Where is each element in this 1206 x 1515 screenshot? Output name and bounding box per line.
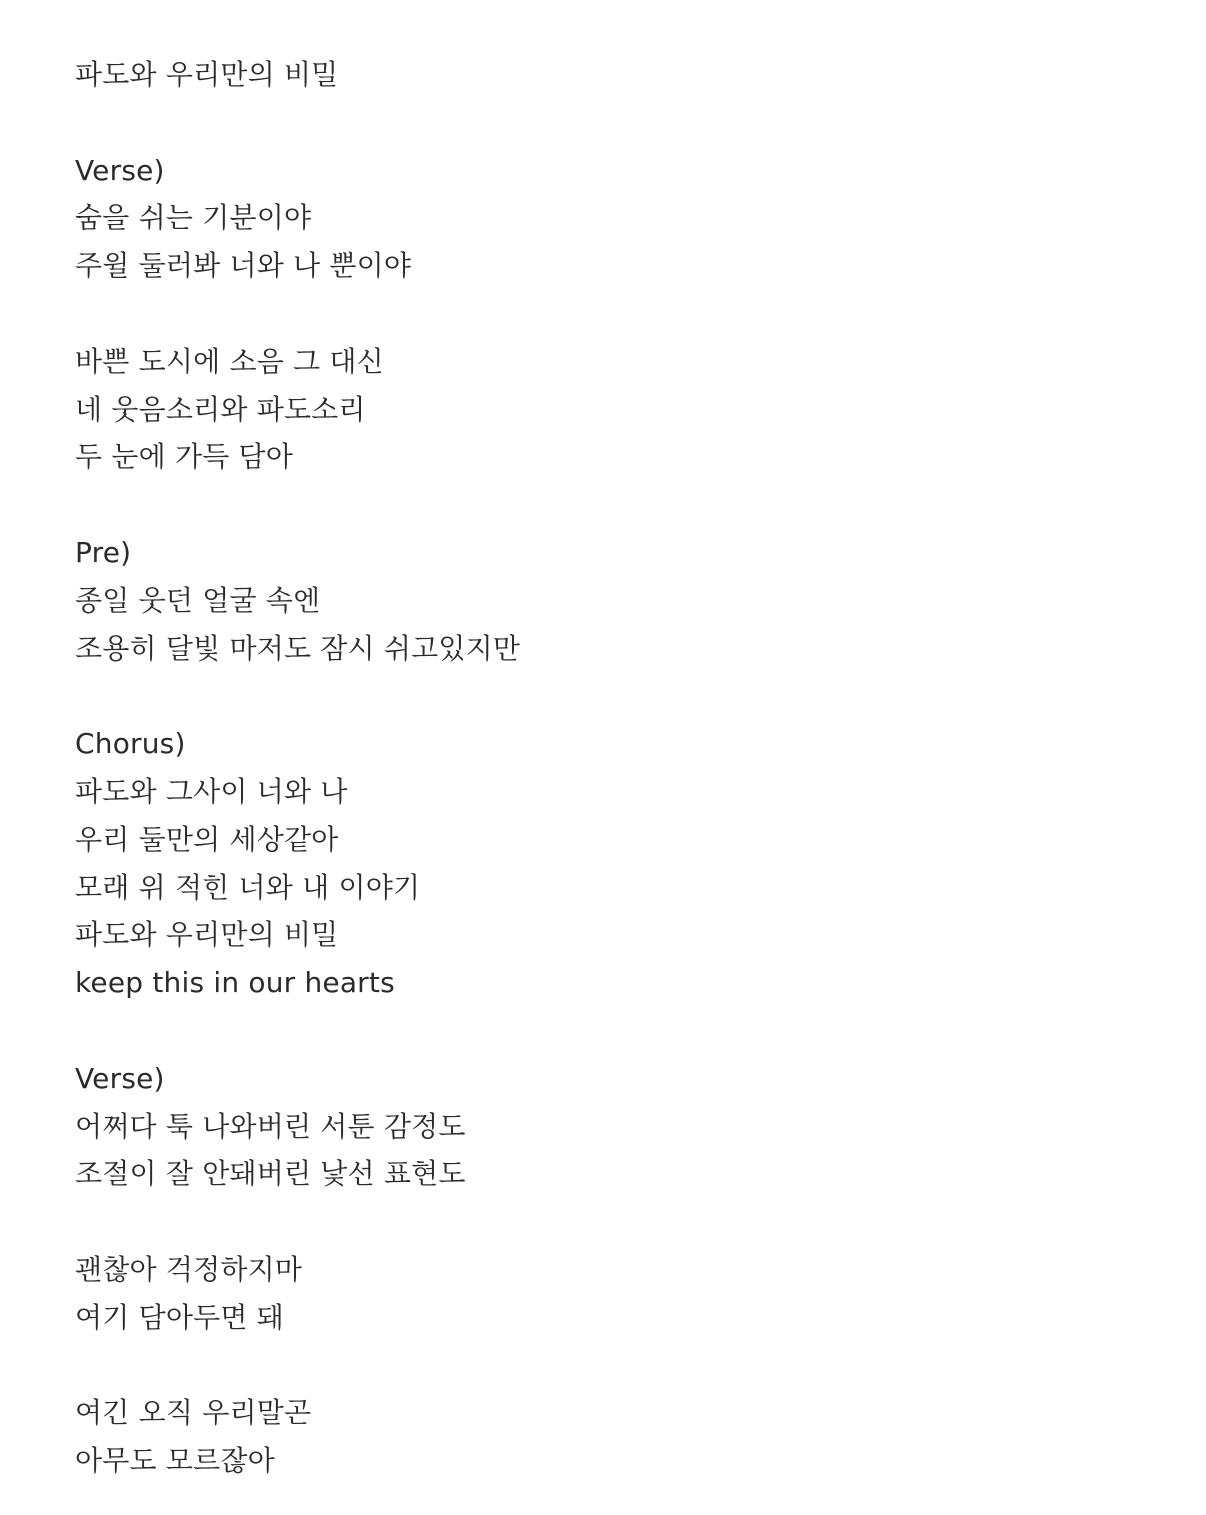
lyric-line: 여긴 오직 우리말곤 [75,1396,312,1430]
lyric-line: 파도와 우리만의 비밀 [75,918,339,952]
section-header-pre: Pre) [75,535,132,569]
spacer [75,1198,1155,1246]
spacer [75,1007,1155,1055]
lyric-line: 파도와 그사이 너와 나 [75,774,348,808]
lyric-line: 괜찮아 걱정하지마 [75,1252,303,1286]
lyric-line: 우리 둘만의 세상같아 [75,822,339,856]
lyric-line: 바쁜 도시에 소음 그 대신 [75,344,384,378]
section-header-verse: Verse) [75,153,165,187]
lyric-line: 조용히 달빛 마저도 잠시 쉬고있지만 [75,631,521,665]
lyric-line: 어쩌다 툭 나와버린 서툰 감정도 [75,1109,466,1143]
lyric-line: 네 웃음소리와 파도소리 [75,392,366,426]
section-header-chorus: Chorus) [75,727,186,761]
spacer [75,481,1155,529]
lyric-line: 주윌 둘러봐 너와 나 뿐이야 [75,249,412,283]
spacer [75,672,1155,720]
lyric-line: 조절이 잘 안돼버린 낯선 표현도 [75,1157,466,1191]
spacer [75,99,1155,147]
section-header-verse: Verse) [75,1061,165,1095]
lyric-line: 종일 웃던 얼굴 속엔 [75,583,321,617]
lyric-line: 숨을 쉬는 기분이야 [75,201,312,235]
lyric-line: 모래 위 적힌 너와 내 이야기 [75,870,421,904]
lyrics-title: 파도와 우리만의 비밀 [75,58,339,91]
lyric-line: 여기 담아두면 돼 [75,1300,284,1334]
lyric-line: 아무도 모르잖아 [75,1444,275,1478]
spacer [75,290,1155,338]
lyrics-document [75,51,1155,1485]
lyric-line: keep this in our hearts [75,966,395,1000]
spacer [75,1342,1155,1390]
lyric-line: 두 눈에 가득 담아 [75,440,294,474]
